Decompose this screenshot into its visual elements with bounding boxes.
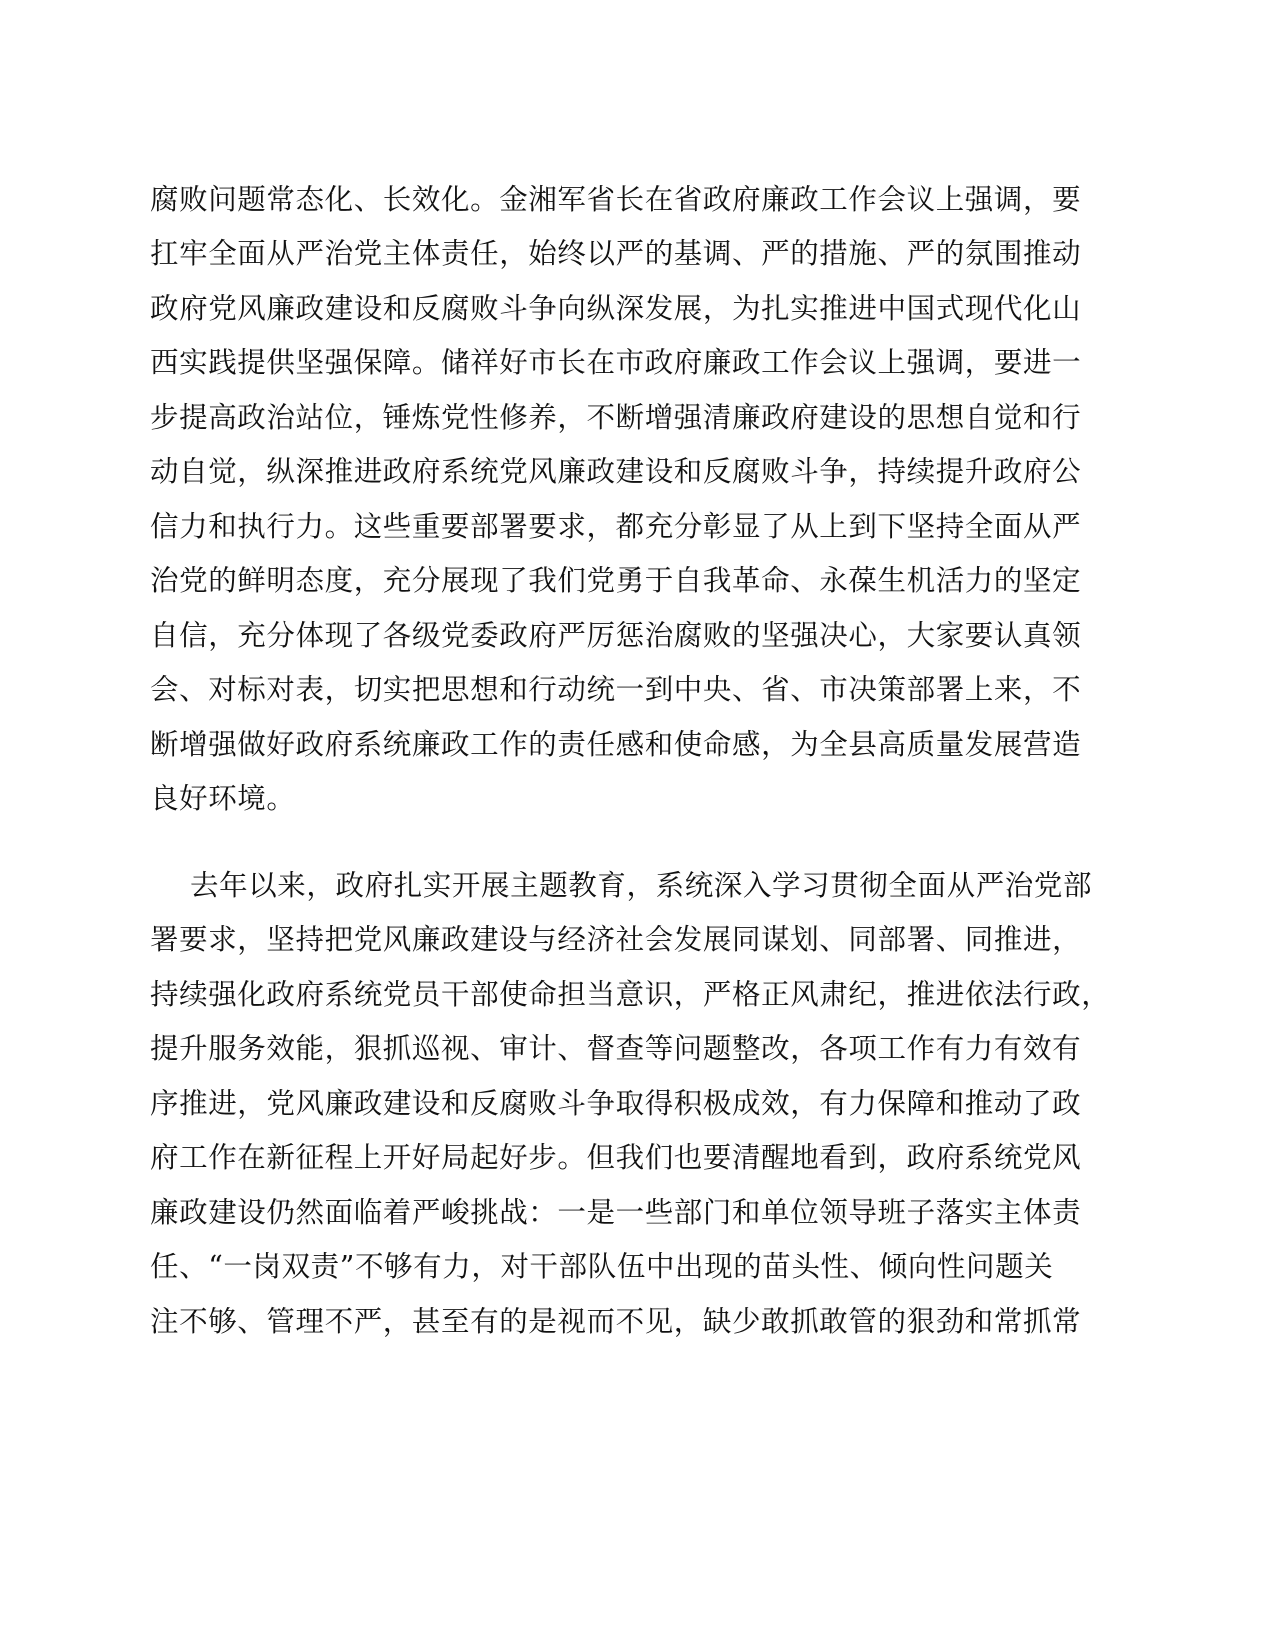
paragraph-line: 署要求，坚持把党风廉政建设与经济社会发展同谋划、同部署、同推进，	[150, 923, 1082, 956]
paragraph-line: 廉政建设仍然面临着严峻挑战：一是一些部门和单位领导班子落实主体责	[150, 1196, 1082, 1229]
paragraph-line: 良好环境。	[150, 782, 296, 815]
paragraph-line: 步提高政治站位，锤炼党性修养，不断增强清廉政府建设的思想自觉和行	[150, 401, 1082, 434]
paragraph-line: 自信，充分体现了各级党委政府严厉惩治腐败的坚强决心，大家要认真领	[150, 619, 1082, 652]
paragraph-line: 会、对标对表，切实把思想和行动统一到中央、省、市决策部署上来，不	[150, 673, 1082, 706]
paragraph-line: 序推进，党风廉政建设和反腐败斗争取得积极成效，有力保障和推动了政	[150, 1087, 1082, 1120]
paragraph-line: 持续强化政府系统党员干部使命担当意识，严格正风肃纪，推进依法行政，	[150, 978, 1111, 1011]
paragraph-line: 断增强做好政府系统廉政工作的责任感和使命感，为全县高质量发展营造	[150, 728, 1082, 761]
paragraph-line: 信力和执行力。这些重要部署要求，都充分彰显了从上到下坚持全面从严	[150, 510, 1082, 543]
paragraph-line: 注不够、管理不严，甚至有的是视而不见，缺少敢抓敢管的狠劲和常抓常	[150, 1305, 1082, 1338]
paragraph-line: 动自觉，纵深推进政府系统党风廉政建设和反腐败斗争，持续提升政府公	[150, 455, 1082, 488]
paragraph-line: 任、“一岗双责”不够有力，对干部队伍中出现的苗头性、倾向性问题关	[150, 1250, 1054, 1283]
paragraph-line: 西实践提供坚强保障。储祥好市长在市政府廉政工作会议上强调，要进一	[150, 346, 1082, 379]
paragraph-line: 政府党风廉政建设和反腐败斗争向纵深发展，为扎实推进中国式现代化山	[150, 292, 1082, 325]
paragraph-line: 府工作在新征程上开好局起好步。但我们也要清醒地看到，政府系统党风	[150, 1141, 1082, 1174]
paragraph-line: 去年以来，政府扎实开展主题教育，系统深入学习贯彻全面从严治党部	[190, 869, 1093, 902]
paragraph-line: 治党的鲜明态度，充分展现了我们党勇于自我革命、永葆生机活力的坚定	[150, 564, 1082, 597]
paragraph-line: 提升服务效能，狠抓巡视、审计、督查等问题整改，各项工作有力有效有	[150, 1032, 1082, 1065]
paragraph-line: 腐败问题常态化、长效化。金湘军省长在省政府廉政工作会议上强调，要	[150, 183, 1082, 216]
paragraph-line: 扛牢全面从严治党主体责任，始终以严的基调、严的措施、严的氛围推动	[150, 237, 1082, 270]
